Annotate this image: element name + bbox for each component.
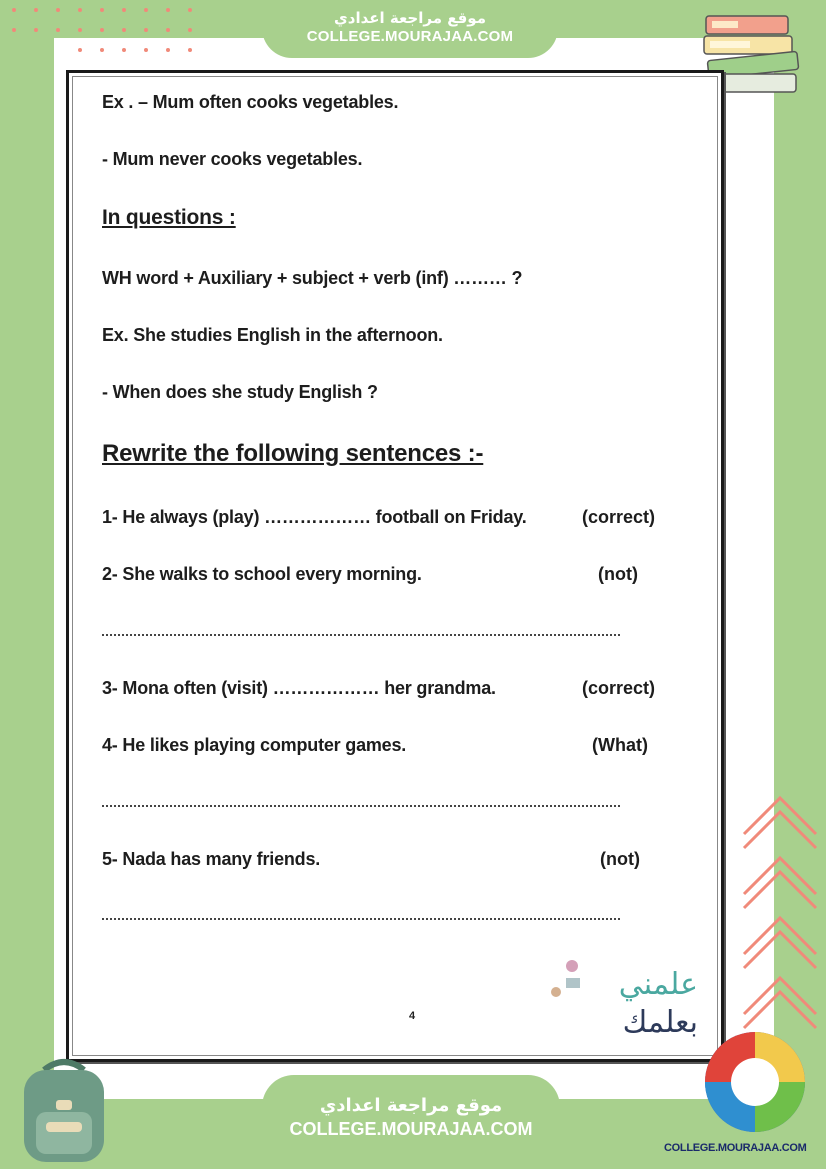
exercise-item-2: 2- She walks to school every morning. <box>102 564 422 584</box>
exercise-heading: Rewrite the following sentences :- <box>102 440 484 467</box>
alamni-logo-icon <box>546 948 706 1040</box>
backpack-icon <box>14 1056 114 1166</box>
footer-site-arabic: موقع مراجعة اعدادي <box>319 1095 503 1116</box>
example-negative: - Mum never cooks vegetables. <box>102 149 363 169</box>
green-border-left <box>0 0 54 1169</box>
questions-heading: In questions : <box>102 206 236 229</box>
page-number: 4 <box>409 1010 416 1022</box>
footer-site-url[interactable]: COLLEGE.MOURAJAA.COM <box>289 1119 533 1139</box>
chevron-up-icon <box>738 792 822 1042</box>
example-affirmative: Ex . – Mum often cooks vegetables. <box>102 92 399 112</box>
exercise-hint-2: (not) <box>598 564 638 584</box>
header-site-url[interactable]: COLLEGE.MOURAJAA.COM <box>306 28 514 45</box>
mourajaa-logo-icon <box>695 1026 817 1140</box>
answer-line-5[interactable] <box>102 918 620 920</box>
example-question: - When does she study English ? <box>102 382 378 402</box>
example-statement: Ex. She studies English in the afternoon. <box>102 325 443 345</box>
footer-brand[interactable]: COLLEGE.MOURAJAA.COM <box>664 1142 807 1154</box>
exercise-item-1: 1- He always (play) ……………… football on Friday. <box>102 507 527 527</box>
exercise-item-3: 3- Mona often (visit) ……………… her grandma. <box>102 678 496 698</box>
header-site-arabic: موقع مراجعة اعدادي <box>334 9 486 27</box>
alamni-logo-text-2: بعلمك <box>622 1005 698 1040</box>
exercise-item-4: 4- He likes playing computer games. <box>102 735 407 755</box>
exercise-item-5: 5- Nada has many friends. <box>102 849 321 869</box>
header-banner <box>262 0 558 58</box>
answer-line-2[interactable] <box>102 634 620 636</box>
exercise-hint-1: (correct) <box>582 507 656 527</box>
alamni-logo-text-1: علمني <box>618 967 698 1002</box>
footer-banner <box>262 1075 560 1169</box>
exercise-hint-3: (correct) <box>582 678 656 698</box>
exercise-hint-4: (What) <box>592 735 648 755</box>
exercise-hint-5: (not) <box>600 849 640 869</box>
answer-line-4[interactable] <box>102 805 620 807</box>
question-formula: WH word + Auxiliary + subject + verb (inf) ……… ? <box>102 268 523 288</box>
